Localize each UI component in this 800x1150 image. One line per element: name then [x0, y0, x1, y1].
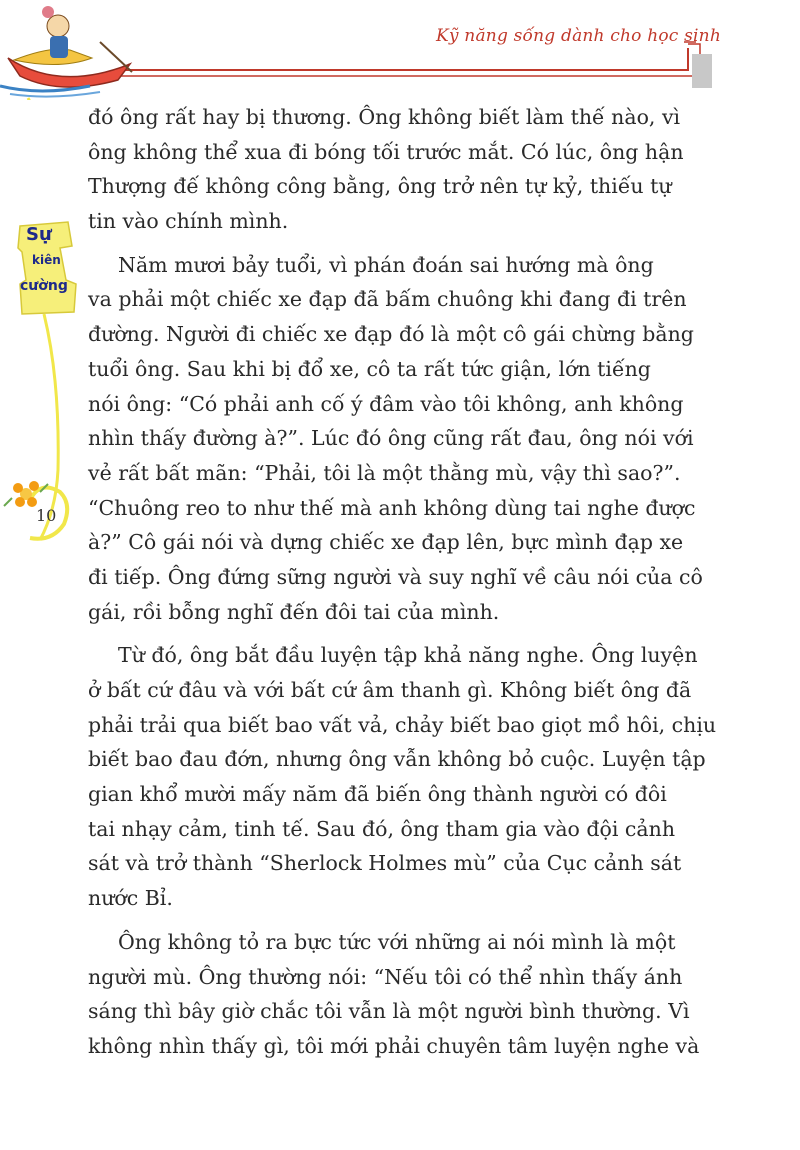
- page-number: 10: [36, 506, 57, 525]
- text-line: ông không thể xua đi bóng tối trước mắt. Có lúc, ông hận: [88, 139, 684, 164]
- text-line: sát và trở thành “Sherlock Holmes mù” của Cục cảnh sát: [88, 851, 682, 876]
- text-line: tuổi ông. Sau khi bị đổ xe, cô ta rất tức giận, lớn tiếng: [88, 356, 651, 381]
- header-decoration: [0, 0, 800, 100]
- text-line: gái, rồi bỗng nghĩ đến đôi tai của mình.: [88, 599, 500, 624]
- chapter-tag: [14, 222, 78, 314]
- text-line: tin vào chính mình.: [88, 209, 289, 234]
- text-line: nhìn thấy đường à?”. Lúc đó ông cũng rất đau, ông nói với: [88, 426, 694, 451]
- chapter-tag-line-3: cường: [20, 278, 68, 294]
- text-line: Thượng đế không công bằng, ông trở nên tự kỷ, thiếu tự: [88, 174, 672, 199]
- text-line: Từ đó, ông bắt đầu luyện tập khả năng nghe. Ông luyện: [118, 643, 698, 668]
- text-line: đó ông rất hay bị thương. Ông không biết làm thế nào, vì: [88, 105, 681, 129]
- text-line: à?” Cô gái nói và dựng chiếc xe đạp lên, bực mình đạp xe: [88, 530, 684, 555]
- header-tab: [692, 54, 712, 88]
- text-line: người mù. Ông thường nói: “Nếu tôi có thể nhìn thấy ánh: [88, 964, 683, 989]
- text-line: tai nhạy cảm, tinh tế. Sau đó, ông tham gia vào đội cảnh: [88, 816, 676, 841]
- text-line: va phải một chiếc xe đạp đã bấm chuông khi đang đi trên: [88, 287, 687, 312]
- sidebar-ribbon: [0, 0, 90, 1150]
- text-line: “Chuông reo to như thế mà anh không dùng tai nghe được: [88, 495, 696, 520]
- body-text: [88, 100, 717, 1064]
- text-line: gian khổ mười mấy năm đã biến ông thành người có đôi: [88, 782, 667, 807]
- chapter-tag-line-1: Sự: [26, 224, 52, 245]
- text-line: phải trải qua biết bao vất vả, chảy biết bao giọt mồ hôi, chịu: [88, 712, 717, 737]
- page-header: [0, 0, 800, 95]
- text-line: ở bất cứ đâu và với bất cứ âm thanh gì. Không biết ông đã: [88, 678, 692, 702]
- text-line: nước Bỉ.: [88, 886, 173, 911]
- flower-icon: [4, 481, 48, 507]
- text-line: không nhìn thấy gì, tôi mới phải chuyên tâm luyện nghe và: [88, 1033, 700, 1058]
- text-line: vẻ rất bất mãn: “Phải, tôi là một thằng mù, vậy thì sao?”.: [88, 460, 681, 485]
- text-line: nói ông: “Có phải anh cố ý đâm vào tôi không, anh không: [88, 391, 684, 416]
- paragraph: [88, 100, 708, 239]
- text-line: đường. Người đi chiếc xe đạp đó là một cô gái chừng bằng: [88, 322, 694, 347]
- text-line: biết bao đau đớn, nhưng ông vẫn không bỏ cuộc. Luyện tập: [88, 747, 706, 772]
- text-line: sáng thì bây giờ chắc tôi vẫn là một người bình thường. Vì: [88, 999, 690, 1024]
- paragraph: [88, 638, 717, 916]
- running-header-title: Kỹ năng sống dành cho học sinh: [436, 26, 721, 46]
- text-line: Năm mươi bảy tuổi, vì phán đoán sai hướng mà ông: [118, 252, 654, 277]
- text-line: Ông không tỏ ra bực tức với những ai nói mình là một: [118, 929, 676, 954]
- paragraph: [88, 248, 708, 630]
- paragraph: [88, 925, 708, 1064]
- text-line: đi tiếp. Ông đứng sững người và suy nghĩ về câu nói của cô: [88, 564, 703, 589]
- chapter-tag-line-2: kiên: [32, 253, 61, 267]
